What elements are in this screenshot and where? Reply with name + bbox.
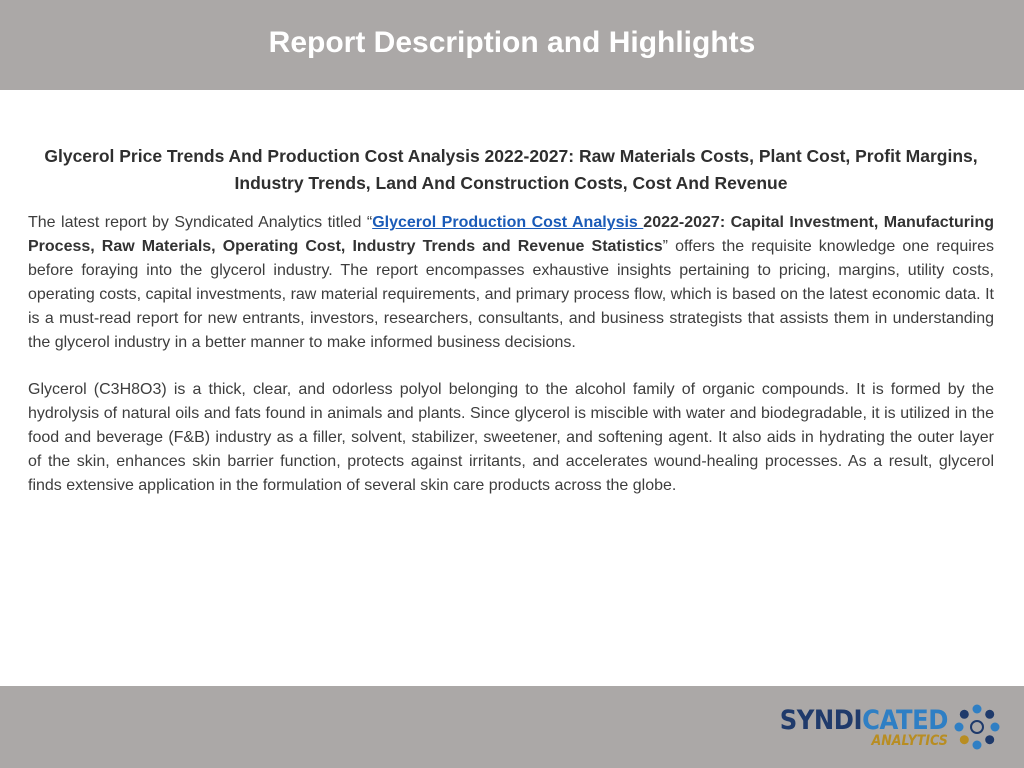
page-title: Report Description and Highlights [268,26,756,59]
report-title: Glycerol Price Trends And Production Cost Analysis 2022-2027: Raw Materials Costs, Plant Cost, Profit Margins, Industry Trends, Land And Construction Costs, Cost And Revenue [44,146,978,193]
intro-text: The latest report by Syndicated Analytics titled “ [28,214,373,231]
intro-paragraph [28,211,994,355]
footer-bar [0,686,1024,768]
report-subtitle-bold: 2022-2027: Capital Investment, Manufacturing Process, Raw Materials, Operating Cost, Industry Trends and Revenue Statistics [28,214,995,255]
report-content [28,143,994,521]
logo-subtitle: ANALYTICS [871,732,948,749]
header-bar [0,0,1024,90]
report-link[interactable]: Glycerol Production Cost Analysis [372,214,644,231]
logo-text [761,704,948,749]
intro-rest-text: ” offers the requisite knowledge one requires before foraying into the glycerol industry. The report encompasses exhaustive insights pertaining to pricing, margins, utility costs, operating costs, capital investments, raw material requirements, and primary process flow, which is based on the latest economic data. It is a must-read report for new entrants, investors, researchers, consultants, and business strategists that assists them in understanding the glycerol industry in a better manner to make informed business decisions. [28,238,994,351]
logo-wordmark: SYNDICATED [779,704,948,736]
circle-of-dots-logo-icon [954,704,1000,750]
glycerol-description-paragraph: Glycerol (C3H8O3) is a thick, clear, and odorless polyol belonging to the alcohol family of organic compounds. It is formed by the hydrolysis of natural oils and fats found in animals and plants. Since glycerol is miscible with water and biodegradable, it is utilized in the food and beverage (F&B) industry as a filler, solvent, stabilizer, sweetener, and softening agent. It also aids in hydrating the outer layer of the skin, enhances skin barrier function, protects against irritants, and accelerates wound-healing processes. As a result, glycerol finds extensive application in the formulation of several skin care products across the globe. [28,381,994,494]
syndicated-analytics-logo [761,704,1000,750]
